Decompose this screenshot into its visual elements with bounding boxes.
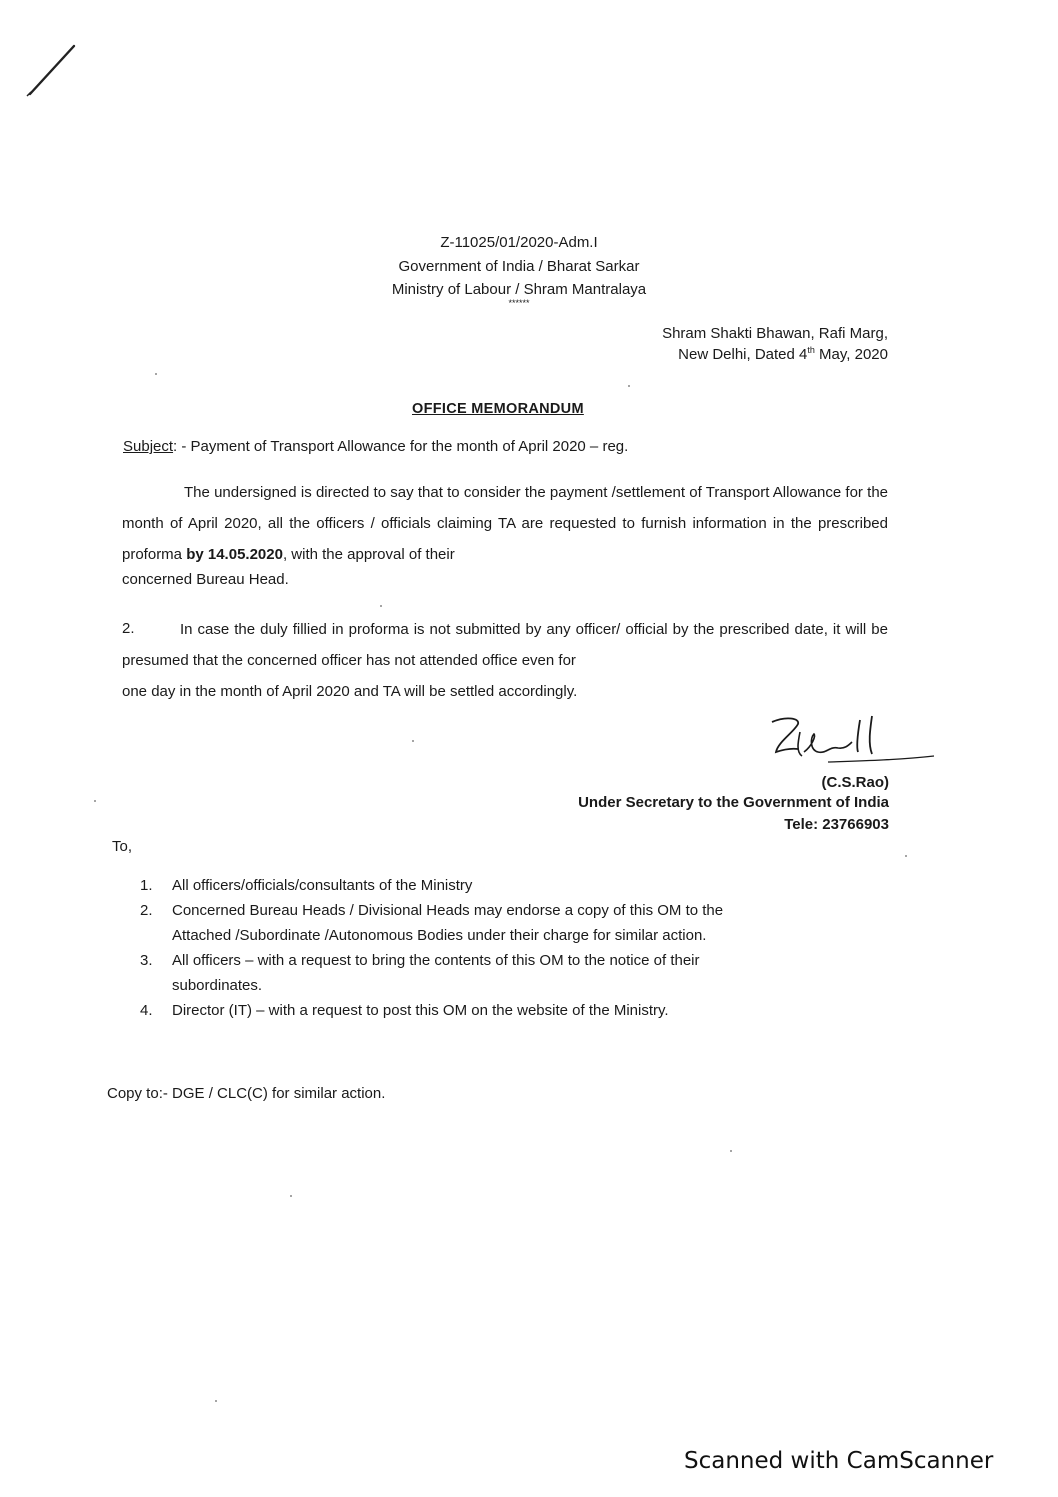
scan-speck bbox=[155, 373, 157, 375]
date-superscript: th bbox=[807, 345, 815, 355]
to-label: To, bbox=[112, 838, 133, 855]
ministry-line: Ministry of Labour / Shram Mantralaya bbox=[391, 281, 647, 298]
list-number: 2. bbox=[140, 902, 153, 919]
scanner-watermark: Scanned with CamScanner bbox=[684, 1448, 994, 1474]
paragraph-2: In case the duly fillied in proforma is not submitted by any officer/ official by the prescribed date, it will be presumed that the concerned officer has not attended office even for bbox=[122, 621, 888, 669]
memo-title: OFFICE MEMORANDUM bbox=[412, 401, 584, 417]
list-number: 3. bbox=[140, 952, 153, 969]
scan-speck bbox=[380, 605, 382, 607]
list-text: Concerned Bureau Heads / Divisional Heads may endorse a copy of this OM to the bbox=[172, 902, 724, 919]
list-text: Director (IT) – with a request to post this OM on the website of the Ministry. bbox=[172, 1002, 669, 1019]
deadline-date: by 14.05.2020 bbox=[186, 546, 283, 563]
pen-mark-icon bbox=[24, 40, 80, 100]
address-line: Shram Shakti Bhawan, Rafi Marg, bbox=[662, 325, 888, 342]
government-line: Government of India / Bharat Sarkar bbox=[398, 258, 640, 275]
list-number: 1. bbox=[140, 877, 153, 894]
subject-line bbox=[123, 438, 628, 455]
date-suffix: May, 2020 bbox=[814, 346, 888, 363]
paragraph-1-last-line: concerned Bureau Head. bbox=[122, 571, 289, 588]
list-text: All officers/officials/consultants of the Ministry bbox=[172, 877, 473, 894]
subject-text: : - Payment of Transport Allowance for the month of April 2020 – reg. bbox=[173, 438, 629, 455]
list-text: Attached /Subordinate /Autonomous Bodies under their charge for similar action. bbox=[172, 927, 707, 944]
scan-speck bbox=[215, 1400, 217, 1402]
scan-speck bbox=[628, 385, 630, 387]
paragraph-1-tail: , with the approval of their bbox=[282, 546, 455, 563]
paragraph-2-number: 2. bbox=[122, 620, 135, 637]
paragraph-1-text: The undersigned is directed to say that to consider the payment /settlement of Transport Allowance for the month of April 2020, all the officers / officials claiming TA are requested to furnish information in the prescribed proforma bbox=[122, 484, 888, 563]
list-text: All officers – with a request to bring the contents of this OM to the notice of their bbox=[172, 952, 700, 969]
header-stars: ****** bbox=[508, 298, 530, 308]
recipient-list bbox=[140, 873, 840, 1023]
date-line bbox=[678, 345, 888, 363]
list-text: subordinates. bbox=[172, 977, 263, 994]
signatory-name: (C.S.Rao) bbox=[821, 774, 889, 791]
file-number: Z-11025/01/2020-Adm.I bbox=[440, 234, 598, 251]
scan-speck bbox=[905, 855, 907, 857]
scan-speck bbox=[730, 1150, 732, 1152]
date-prefix: New Delhi, Dated 4 bbox=[678, 346, 808, 363]
scan-speck bbox=[290, 1195, 292, 1197]
handwritten-signature bbox=[768, 712, 938, 772]
scan-speck bbox=[412, 740, 414, 742]
signatory-telephone: Tele: 23766903 bbox=[784, 816, 889, 833]
list-number: 4. bbox=[140, 1002, 153, 1019]
subject-label: Subject bbox=[123, 438, 174, 455]
paragraph-2-last-line: one day in the month of April 2020 and TA will be settled accordingly. bbox=[122, 683, 578, 700]
copy-to-line: Copy to:- DGE / CLC(C) for similar action. bbox=[107, 1085, 386, 1102]
signatory-designation: Under Secretary to the Government of India bbox=[578, 794, 889, 811]
scan-speck bbox=[94, 800, 96, 802]
paragraph-1 bbox=[122, 477, 888, 570]
